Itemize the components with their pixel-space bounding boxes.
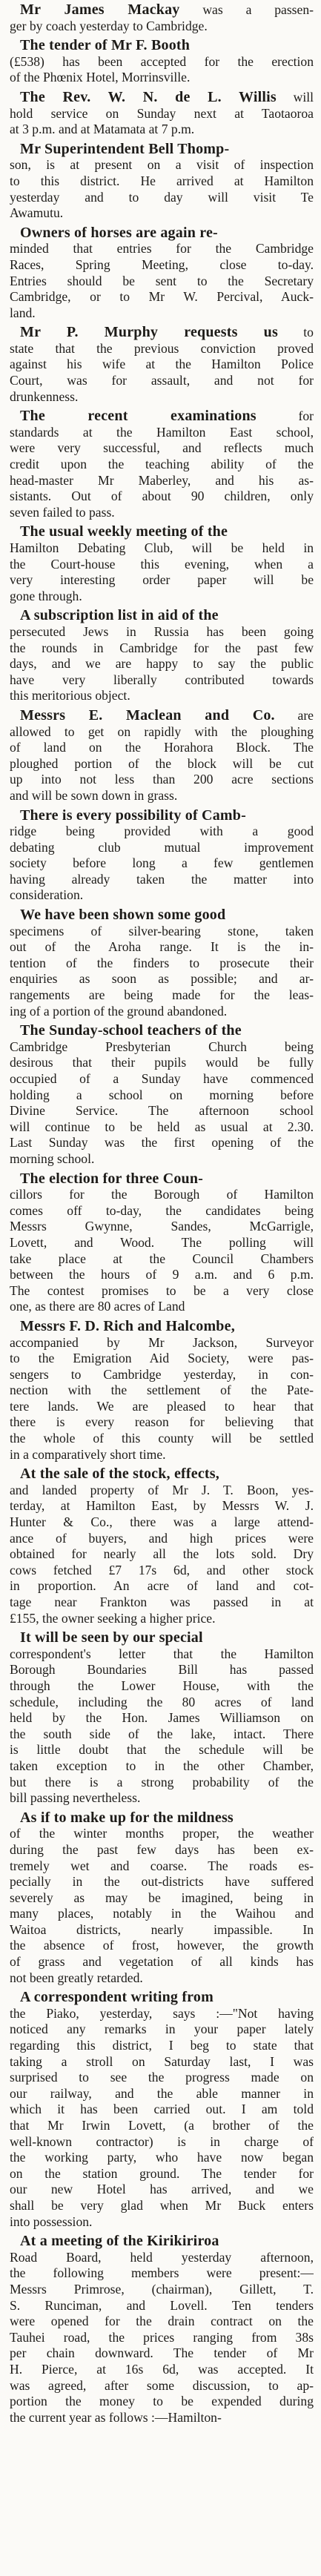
paragraph-line: is little doubt that the schedule will be (10, 1742, 314, 1758)
paragraph-line: correspondent's letter that the Hamilton (10, 1646, 314, 1661)
paragraph-line: nection with the settlement of the Pate- (10, 1383, 314, 1398)
paragraph-line: Last Sunday was the first opening of the (10, 1135, 314, 1150)
paragraph-line: Messrs Gwynne, Sandes, McGarrigle, (10, 1219, 314, 1234)
news-paragraph (10, 38, 314, 86)
paragraph-line: have very liberally contributed towards (10, 672, 314, 687)
news-paragraph (10, 808, 314, 904)
paragraph-line: occupied of a Sunday have commenced (10, 1071, 314, 1086)
paragraph-line: up into not less than 200 acre sections (10, 772, 314, 787)
news-paragraph (10, 1810, 314, 1987)
paragraph-line: drunkenness. (10, 388, 79, 404)
paragraph-line: Hamilton Debating Club, will be held in (10, 540, 314, 555)
paragraph-lead: We have been shown some good (20, 907, 226, 924)
paragraph-line: this meritorious object. (10, 688, 130, 703)
paragraph-line: tremely wet and coarse. The roads es- (10, 1858, 314, 1873)
paragraph-line: shall be very glad when Mr Buck enters (10, 2197, 314, 2213)
paragraph-line: the south side of the lake, intact. There (10, 1726, 314, 1741)
paragraph-first-line (10, 524, 314, 540)
paragraph-first-line (10, 608, 314, 624)
paragraph-lead: Mr P. Murphy requests us (20, 325, 278, 341)
paragraph-line: head-master Mr Maberley, and his as- (10, 472, 314, 488)
paragraph-line: of the winter months proper, the weather (10, 1826, 314, 1841)
paragraph-lead: Mr Superintendent Bell Thomp- (20, 141, 230, 157)
news-paragraph (10, 708, 314, 804)
paragraph-first-line (10, 2, 314, 19)
paragraph-line: desirous that their pupils would be fully (10, 1055, 314, 1070)
paragraph-line: bill passing nevertheless. (10, 1790, 141, 1806)
paragraph-lead-rest: for (256, 408, 314, 424)
paragraph-lead: The recent examinations (20, 408, 257, 425)
paragraph-line: Hunter & Co., there was a large attend- (10, 1514, 314, 1530)
paragraph-line: Races, Spring Meeting, close to-day. (10, 256, 314, 272)
paragraph-lead: As if to make up for the mildness (20, 1810, 234, 1826)
paragraph-line: the whole of this county will be settled (10, 1431, 314, 1446)
paragraph-line: credit upon the teaching ability of the (10, 457, 314, 472)
paragraph-line: obtained for nearly all the lots sold. Dry (10, 1546, 314, 1562)
paragraph-line: The contest promises to be a very close (10, 1282, 314, 1298)
paragraph-line: which it has been carried out. I am told (10, 2102, 314, 2117)
paragraph-line: our new Hotel has arrived, and we (10, 2182, 314, 2197)
paragraph-line: against his wife at the Hamilton Police (10, 357, 314, 372)
paragraph-first-line (10, 38, 314, 54)
paragraph-line: taking a stroll on Saturday last, I was (10, 2053, 314, 2069)
paragraph-line: that Mr Irwin Lovett, (a brother of the (10, 2118, 314, 2133)
paragraph-first-line (10, 1171, 314, 1188)
paragraph-line: Cambridge Presbyterian Church being (10, 1039, 314, 1054)
paragraph-first-line (10, 1810, 314, 1827)
paragraph-line: one, as there are 80 acres of Land (10, 1299, 185, 1314)
paragraph-lead: A correspondent writing from (20, 1990, 214, 2006)
paragraph-first-line (10, 907, 314, 924)
paragraph-line: ridge being provided with a good (10, 824, 314, 839)
paragraph-line: sengers to Cambridge yesterday, in con- (10, 1366, 314, 1382)
paragraph-line: through the Lower House, with the (10, 1678, 314, 1693)
paragraph-line: take place at the Council Chambers (10, 1251, 314, 1266)
paragraph-line: in proportion. An acre of land and cot- (10, 1578, 314, 1594)
paragraph-line: pecially in the out-districts have suffered (10, 1874, 314, 1890)
paragraph-line: but there is a strong probability of the (10, 1774, 314, 1789)
paragraph-line: regarding this district, I beg to state that (10, 2038, 314, 2053)
paragraph-first-line (10, 1023, 314, 1039)
paragraph-line: the rounds in Cambridge for the past few (10, 640, 314, 655)
paragraph-line: terday, at Hamilton East, by Messrs W. J. (10, 1498, 314, 1514)
paragraph-line: taken exception to in the other Chamber, (10, 1758, 314, 1773)
paragraph-line: the absence of frost, however, the growth (10, 1938, 314, 1953)
paragraph-lead: The usual weekly meeting of the (20, 524, 228, 540)
paragraph-line: during the past few days has been ex- (10, 1841, 314, 1857)
paragraph-lead-rest: was a passen- (179, 2, 314, 17)
paragraph-line: cows fetched £7 17s 6d, and other stock (10, 1562, 314, 1577)
paragraph-lead: Mr James Mackay (20, 2, 180, 18)
paragraph-line: into possession. (10, 2214, 93, 2229)
paragraph-line: Messrs Primrose, (chairman), Gillett, T. (10, 2281, 314, 2297)
paragraph-line: minded that entries for the Cambridge (10, 241, 314, 256)
paragraph-line: will continue to be held as usual at 2.30. (10, 1119, 314, 1134)
paragraph-line: Road Board, held yesterday afternoon, (10, 2249, 314, 2265)
paragraph-line: tage near Frankton was passed in at (10, 1595, 314, 1609)
paragraph-line: the current year as follows :—Hamilton- (10, 2409, 222, 2425)
paragraph-line: holding a school on morning before (10, 1087, 314, 1102)
paragraph-line: Awamutu. (10, 205, 64, 221)
paragraph-first-line (10, 2234, 314, 2250)
paragraph-first-line (10, 225, 314, 242)
paragraph-line: days, and we are happy to say the public (10, 656, 314, 672)
paragraph-first-line (10, 325, 314, 341)
paragraph-lead: A subscription list in aid of the (20, 608, 219, 624)
paragraph-line: the Piako, yesterday, says :—"Not having (10, 2005, 314, 2021)
paragraph-line: of grass and vegetation of all kinds has (10, 1954, 314, 1970)
news-paragraph (10, 1319, 314, 1463)
paragraph-first-line (10, 1990, 314, 2006)
paragraph-line: to this district. He arrived at Hamilton (10, 173, 314, 188)
paragraph-first-line (10, 90, 314, 106)
paragraph-line: very interesting order paper will be (10, 572, 314, 588)
paragraph-lead: At a meeting of the Kirikiriroa (20, 2234, 219, 2250)
paragraph-line: Waitoa districts, nearly impassible. In (10, 1921, 314, 1937)
paragraph-line: Tauhei road, the prices ranging from 38s (10, 2329, 314, 2345)
paragraph-lead: The Rev. W. N. de L. Willis (20, 89, 277, 105)
news-paragraph (10, 142, 314, 222)
paragraph-lead-rest: to (277, 325, 314, 340)
paragraph-line: S. Runciman, and Lovell. Ten tenders (10, 2297, 314, 2313)
paragraph-line: were very successful, and reflects much (10, 440, 314, 456)
paragraph-line: cillors for the Borough of Hamilton (10, 1187, 314, 1202)
paragraph-line: ploughed portion of the block will be cut (10, 755, 314, 771)
paragraph-lead: At the sale of the stock, effects, (20, 1466, 219, 1483)
paragraph-line: son, is at present on a visit of inspection (10, 157, 314, 173)
paragraph-line: gone through. (10, 588, 82, 603)
news-paragraph (10, 1990, 314, 2230)
paragraph-line: having already taken the matter into (10, 871, 314, 887)
news-paragraph (10, 1466, 314, 1626)
paragraph-line: not been greatly retarded. (10, 1970, 143, 1985)
paragraph-line: ance of buyers, and high prices were (10, 1530, 314, 1546)
paragraph-line: enquiries as soon as possible; and ar- (10, 971, 314, 987)
paragraph-first-line (10, 1630, 314, 1646)
paragraph-line: Cambridge, or to Mr W. Percival, Auck- (10, 289, 314, 305)
paragraph-line: was agreed, after some discussion, to ap- (10, 2377, 314, 2393)
paragraph-line: debating club mutual improvement (10, 839, 314, 855)
paragraph-line: surprised to see the progress made on (10, 2070, 314, 2085)
paragraph-line: standards at the Hamilton East school, (10, 424, 314, 440)
paragraph-line: were opened for the drain contract on the (10, 2314, 314, 2329)
paragraph-line: ger by coach yesterday to Cambridge. (10, 18, 208, 33)
paragraph-lead: The tender of Mr F. Booth (20, 38, 191, 54)
paragraph-line: severely as may be imagined, being in (10, 1890, 314, 1905)
paragraph-lead: It will be seen by our special (20, 1630, 203, 1646)
paragraph-lead: Messrs F. D. Rich and Halcombe, (20, 1318, 235, 1334)
news-paragraph (10, 608, 314, 704)
paragraph-line: there is every reason for believing that (10, 1414, 314, 1430)
paragraph-line: land. (10, 305, 36, 320)
paragraph-line: allowed to get on rapidly with the ploughing (10, 724, 314, 739)
paragraph-line: our railway, and the able manner in (10, 2085, 314, 2101)
paragraph-line: between the hours of 9 a.m. and 6 p.m. (10, 1267, 314, 1282)
news-paragraph (10, 1630, 314, 1807)
paragraph-line: comes off to-day, the candidates being (10, 1202, 314, 1218)
paragraph-lead: The election for three Coun- (20, 1171, 204, 1187)
paragraph-line: noticed any remarks in your paper lately (10, 2022, 314, 2037)
paragraph-line: and landed property of Mr J. T. Boon, yes- (10, 1482, 314, 1497)
paragraph-line: of land on the Horahora Block. The (10, 740, 314, 755)
paragraph-first-line (10, 708, 314, 724)
paragraph-line: rangements are being made for the leas- (10, 987, 314, 1003)
paragraph-lead: Messrs E. Maclean and Co. (20, 707, 275, 724)
paragraph-line: held by the Hon. James Williamson on (10, 1710, 314, 1726)
paragraph-line: accompanied by Mr Jackson, Surveyor (10, 1334, 314, 1350)
paragraph-lead: The Sunday-school teachers of the (20, 1023, 242, 1039)
paragraph-line: seven failed to pass. (10, 504, 115, 520)
news-paragraph (10, 1023, 314, 1167)
paragraph-lead: There is every possibility of Camb- (20, 807, 246, 824)
paragraph-line: at 3 p.m. and at Matamata at 7 p.m. (10, 122, 195, 137)
paragraph-line: Divine Service. The afternoon school (10, 1103, 314, 1119)
paragraph-line: per chain downward. The tender of Mr (10, 2345, 314, 2361)
paragraph-lead-rest: will (276, 89, 314, 105)
paragraph-line: £155, the owner seeking a higher price. (10, 1610, 216, 1626)
paragraph-line: Entries should be sent to the Secretary (10, 273, 314, 288)
paragraph-line: the working party, who have now began (10, 2150, 314, 2165)
paragraph-line: tere lands. We are pleased to hear that (10, 1398, 314, 1414)
paragraph-line: in a comparatively short time. (10, 1446, 166, 1462)
paragraph-lead-rest: are (274, 707, 314, 723)
paragraph-line: sistants. Out of about 90 children, only (10, 489, 314, 504)
paragraph-line: yesterday and to day will visit Te (10, 189, 314, 205)
paragraph-line: the following members were present:— (10, 2265, 314, 2281)
news-paragraph (10, 1171, 314, 1315)
news-paragraph (10, 524, 314, 604)
paragraph-first-line (10, 1466, 314, 1483)
paragraph-line: of the Phœnix Hotel, Morrinsville. (10, 70, 191, 85)
paragraph-first-line (10, 142, 314, 158)
paragraph-line: H. Pierce, at 16s 6d, was accepted. It (10, 2361, 314, 2377)
news-paragraph (10, 408, 314, 520)
paragraph-line: society before long a few gentlemen (10, 855, 314, 871)
paragraph-line: many places, notably in the Waihou and (10, 1906, 314, 1921)
paragraph-line: ing of a portion of the ground abandoned. (10, 1003, 228, 1019)
paragraph-line: (£538) has been accepted for the erection (10, 53, 314, 69)
news-paragraph (10, 2, 314, 34)
news-paragraph (10, 907, 314, 1019)
paragraph-first-line (10, 408, 314, 425)
paragraph-line: Lovett, and Wood. The polling will (10, 1234, 314, 1250)
paragraph-line: hold service on Sunday next at Taotaoroa (10, 105, 314, 121)
paragraph-line: well-known contractor) is in charge of (10, 2133, 314, 2149)
paragraph-line: persecuted Jews in Russia has been going (10, 623, 314, 639)
paragraph-line: on the station ground. The tender for (10, 2165, 314, 2181)
news-paragraph (10, 90, 314, 138)
paragraph-line: out of the Aroha range. It is the in- (10, 939, 314, 955)
paragraph-first-line (10, 1319, 314, 1335)
paragraph-line: consideration. (10, 887, 84, 903)
paragraph-line: Borough Boundaries Bill has passed (10, 1662, 314, 1678)
paragraph-line: and will be sown down in grass. (10, 787, 178, 803)
paragraph-line: morning school. (10, 1150, 95, 1166)
paragraph-line: the Court-house this evening, when a (10, 556, 314, 572)
paragraph-line: state that the previous conviction proved (10, 340, 314, 356)
paragraph-line: schedule, including the 80 acres of land (10, 1694, 314, 1709)
news-paragraph (10, 2234, 314, 2426)
paragraph-line: tention of the finders to prosecute their (10, 955, 314, 970)
news-paragraph (10, 325, 314, 405)
paragraph-line: specimens of silver-bearing stone, taken (10, 923, 314, 938)
paragraph-line: portion the money to be expended during (10, 2394, 314, 2409)
paragraph-lead: Owners of horses are again re- (20, 225, 218, 241)
news-paragraph (10, 225, 314, 322)
paragraph-line: to the Emigration Aid Society, were pas- (10, 1351, 314, 1366)
paragraph-line: Court, was for assault, and not for (10, 373, 314, 388)
paragraph-first-line (10, 808, 314, 824)
